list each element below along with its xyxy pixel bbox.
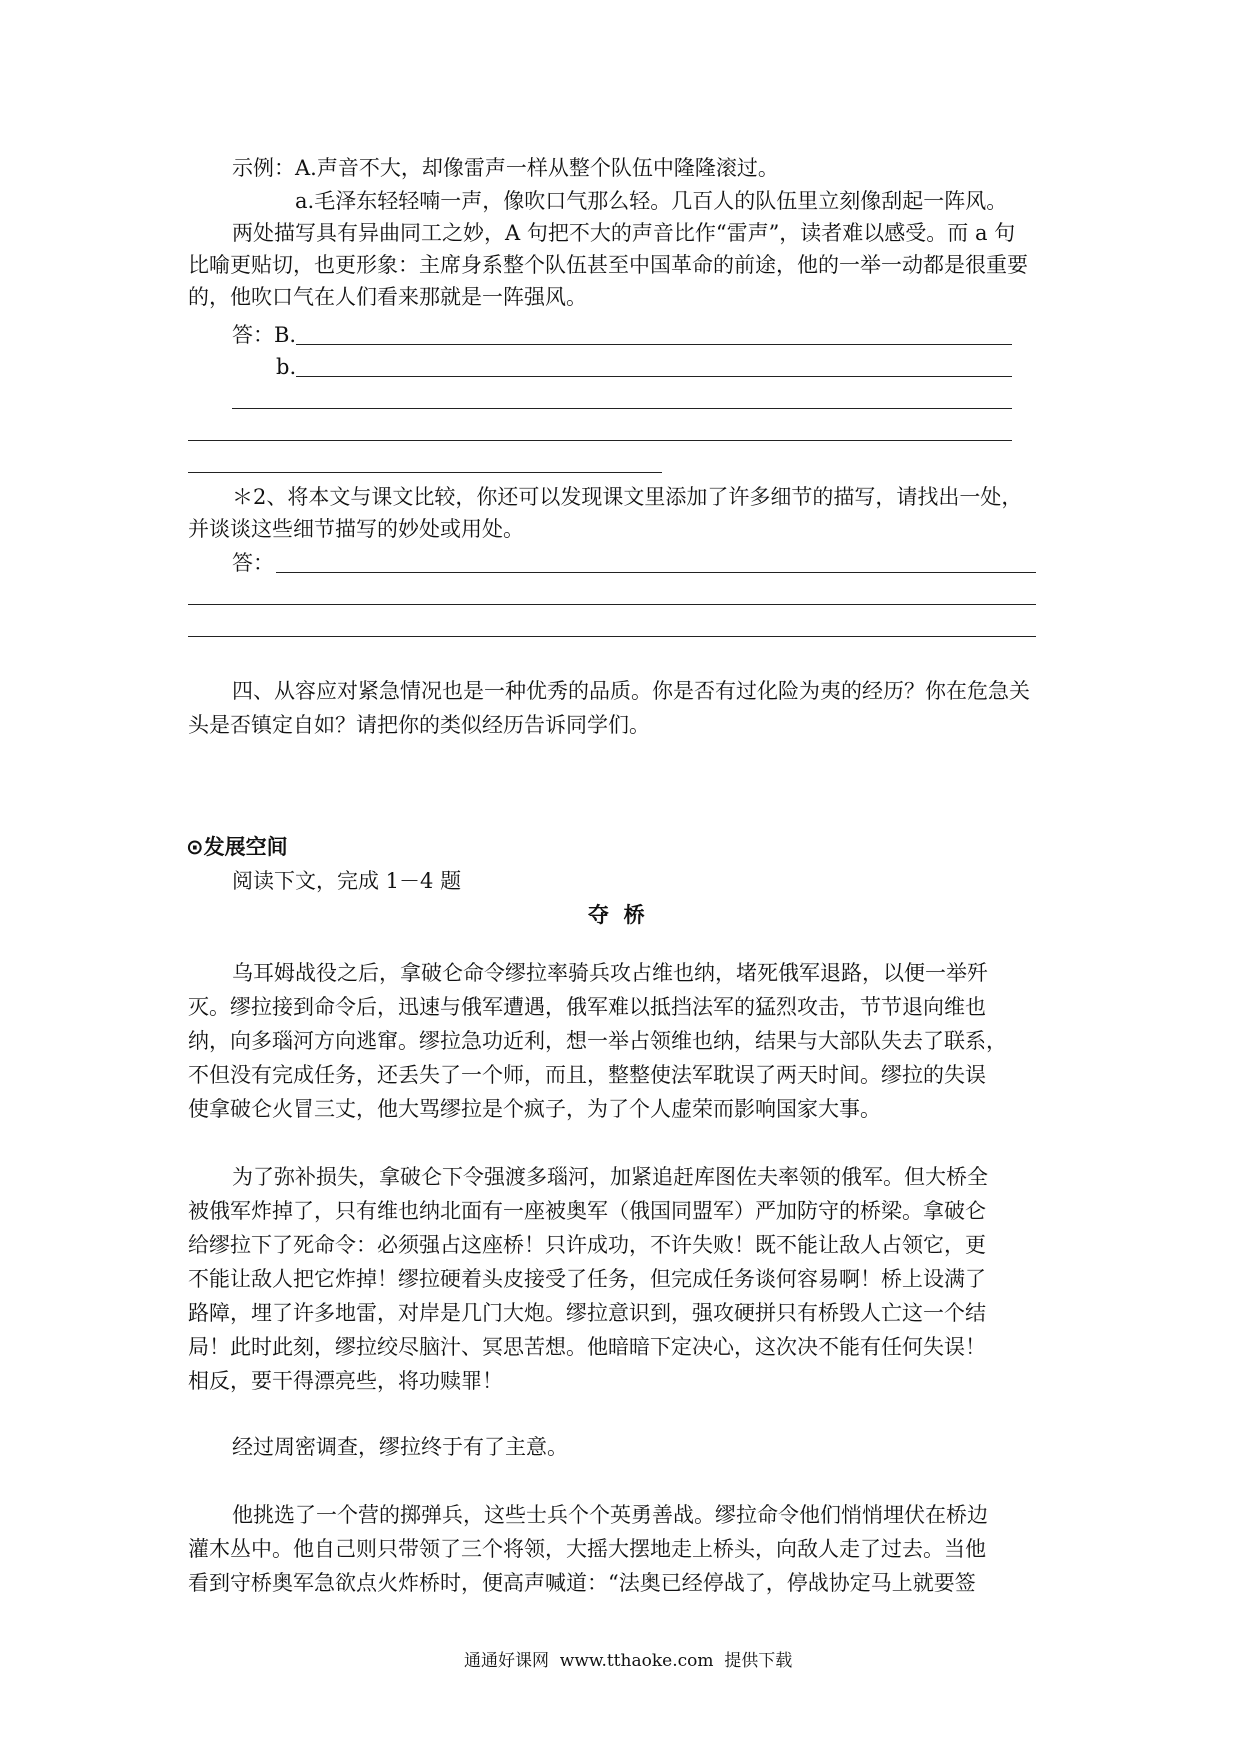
passage-p2-line: 相反，要干得漂亮些，将功赎罪！ bbox=[188, 1369, 503, 1393]
answer-line[interactable] bbox=[276, 572, 1036, 573]
answer-line[interactable] bbox=[296, 376, 1012, 377]
passage-p1-line: 使拿破仑火冒三丈，他大骂缪拉是个疯子，为了个人虚荣而影响国家大事。 bbox=[188, 1097, 881, 1121]
q4-line-2: 头是否镇定自如？请把你的类似经历告诉同学们。 bbox=[188, 713, 650, 737]
passage-p2-line: 被俄军炸掉了，只有维也纳北面有一座被奥军（俄国同盟军）严加防守的桥梁。拿破仑 bbox=[188, 1199, 986, 1223]
passage-p3: 经过周密调查，缪拉终于有了主意。 bbox=[232, 1435, 568, 1459]
passage-p2-line: 路障，埋了许多地雷，对岸是几门大炮。缪拉意识到，强攻硬拼只有桥毁人亡这一个结 bbox=[188, 1301, 986, 1325]
analysis-line-3: 的，他吹口气在人们看来那就是一阵强风。 bbox=[188, 285, 587, 309]
answer-b-label: b. bbox=[276, 355, 297, 379]
answer-line[interactable] bbox=[188, 472, 662, 473]
q2-line-1: ＊2、将本文与课文比较，你还可以发现课文里添加了许多细节的描写，请找出一处， bbox=[232, 485, 1023, 509]
answer-line[interactable] bbox=[188, 440, 1012, 441]
q4-line-1: 四、从容应对紧急情况也是一种优秀的品质。你是否有过化险为夷的经历？你在危急关 bbox=[232, 679, 1030, 703]
page-footer: 通通好课网 www.tthaoke.com 提供下载 bbox=[464, 1651, 793, 1671]
answer-line[interactable] bbox=[232, 408, 1012, 409]
passage-title: 夺 桥 bbox=[588, 903, 645, 927]
passage-p1-line: 纳，向多瑙河方向逃窜。缪拉急功近利，想一举占领维也纳，结果与大部队失去了联系， bbox=[188, 1029, 1007, 1053]
passage-p4-line: 灌木丛中。他自己则只带领了三个将领，大摇大摆地走上桥头，向敌人走了过去。当他 bbox=[188, 1537, 986, 1561]
example-a2: a.毛泽东轻轻喃一声，像吹口气那么轻。几百人的队伍里立刻像刮起一阵风。 bbox=[295, 189, 1008, 213]
passage-p2-line: 给缪拉下了死命令：必须强占这座桥！只许成功，不许失败！既不能让敌人占领它，更 bbox=[188, 1233, 986, 1257]
section-instruction: 阅读下文，完成 1－4 题 bbox=[232, 869, 462, 893]
analysis-line-2: 比喻更贴切，也更形象：主席身系整个队伍甚至中国革命的前途，他的一举一动都是很重要 bbox=[188, 253, 1028, 277]
q2-line-2: 并谈谈这些细节描写的妙处或用处。 bbox=[188, 517, 524, 541]
example-a: 示例：A.声音不大，却像雷声一样从整个队伍中隆隆滚过。 bbox=[232, 156, 779, 180]
q2-answer-label: 答： bbox=[232, 551, 274, 575]
passage-p1-line: 灭。缪拉接到命令后，迅速与俄军遭遇，俄军难以抵挡法军的猛烈攻击，节节退向维也 bbox=[188, 995, 986, 1019]
section-heading: ⊙发展空间 bbox=[186, 835, 288, 859]
passage-p2-line: 不能让敌人把它炸掉！缪拉硬着头皮接受了任务，但完成任务谈何容易啊！桥上设满了 bbox=[188, 1267, 986, 1291]
answer-line[interactable] bbox=[296, 344, 1012, 345]
answer-line[interactable] bbox=[188, 636, 1036, 637]
answer-B-label: 答：B. bbox=[232, 323, 297, 347]
passage-p4-line: 看到守桥奥军急欲点火炸桥时，便高声喊道：“法奥已经停战了，停战协定马上就要签 bbox=[188, 1571, 976, 1595]
analysis-line-1: 两处描写具有异曲同工之妙，A 句把不大的声音比作“雷声”，读者难以感受。而 a 句 bbox=[232, 221, 1016, 245]
passage-p2-line: 局！此时此刻，缪拉绞尽脑汁、冥思苦想。他暗暗下定决心，这次决不能有任何失误！ bbox=[188, 1335, 986, 1359]
passage-p1-line: 乌耳姆战役之后，拿破仑命令缪拉率骑兵攻占维也纳，堵死俄军退路，以便一举歼 bbox=[232, 961, 988, 985]
passage-p4-line: 他挑选了一个营的掷弹兵，这些士兵个个英勇善战。缪拉命令他们悄悄埋伏在桥边 bbox=[232, 1503, 988, 1527]
passage-p2-line: 为了弥补损失，拿破仑下令强渡多瑙河，加紧追赶库图佐夫率领的俄军。但大桥全 bbox=[232, 1165, 988, 1189]
answer-line[interactable] bbox=[188, 604, 1036, 605]
passage-p1-line: 不但没有完成任务，还丢失了一个师，而且，整整使法军耽误了两天时间。缪拉的失误 bbox=[188, 1063, 986, 1087]
